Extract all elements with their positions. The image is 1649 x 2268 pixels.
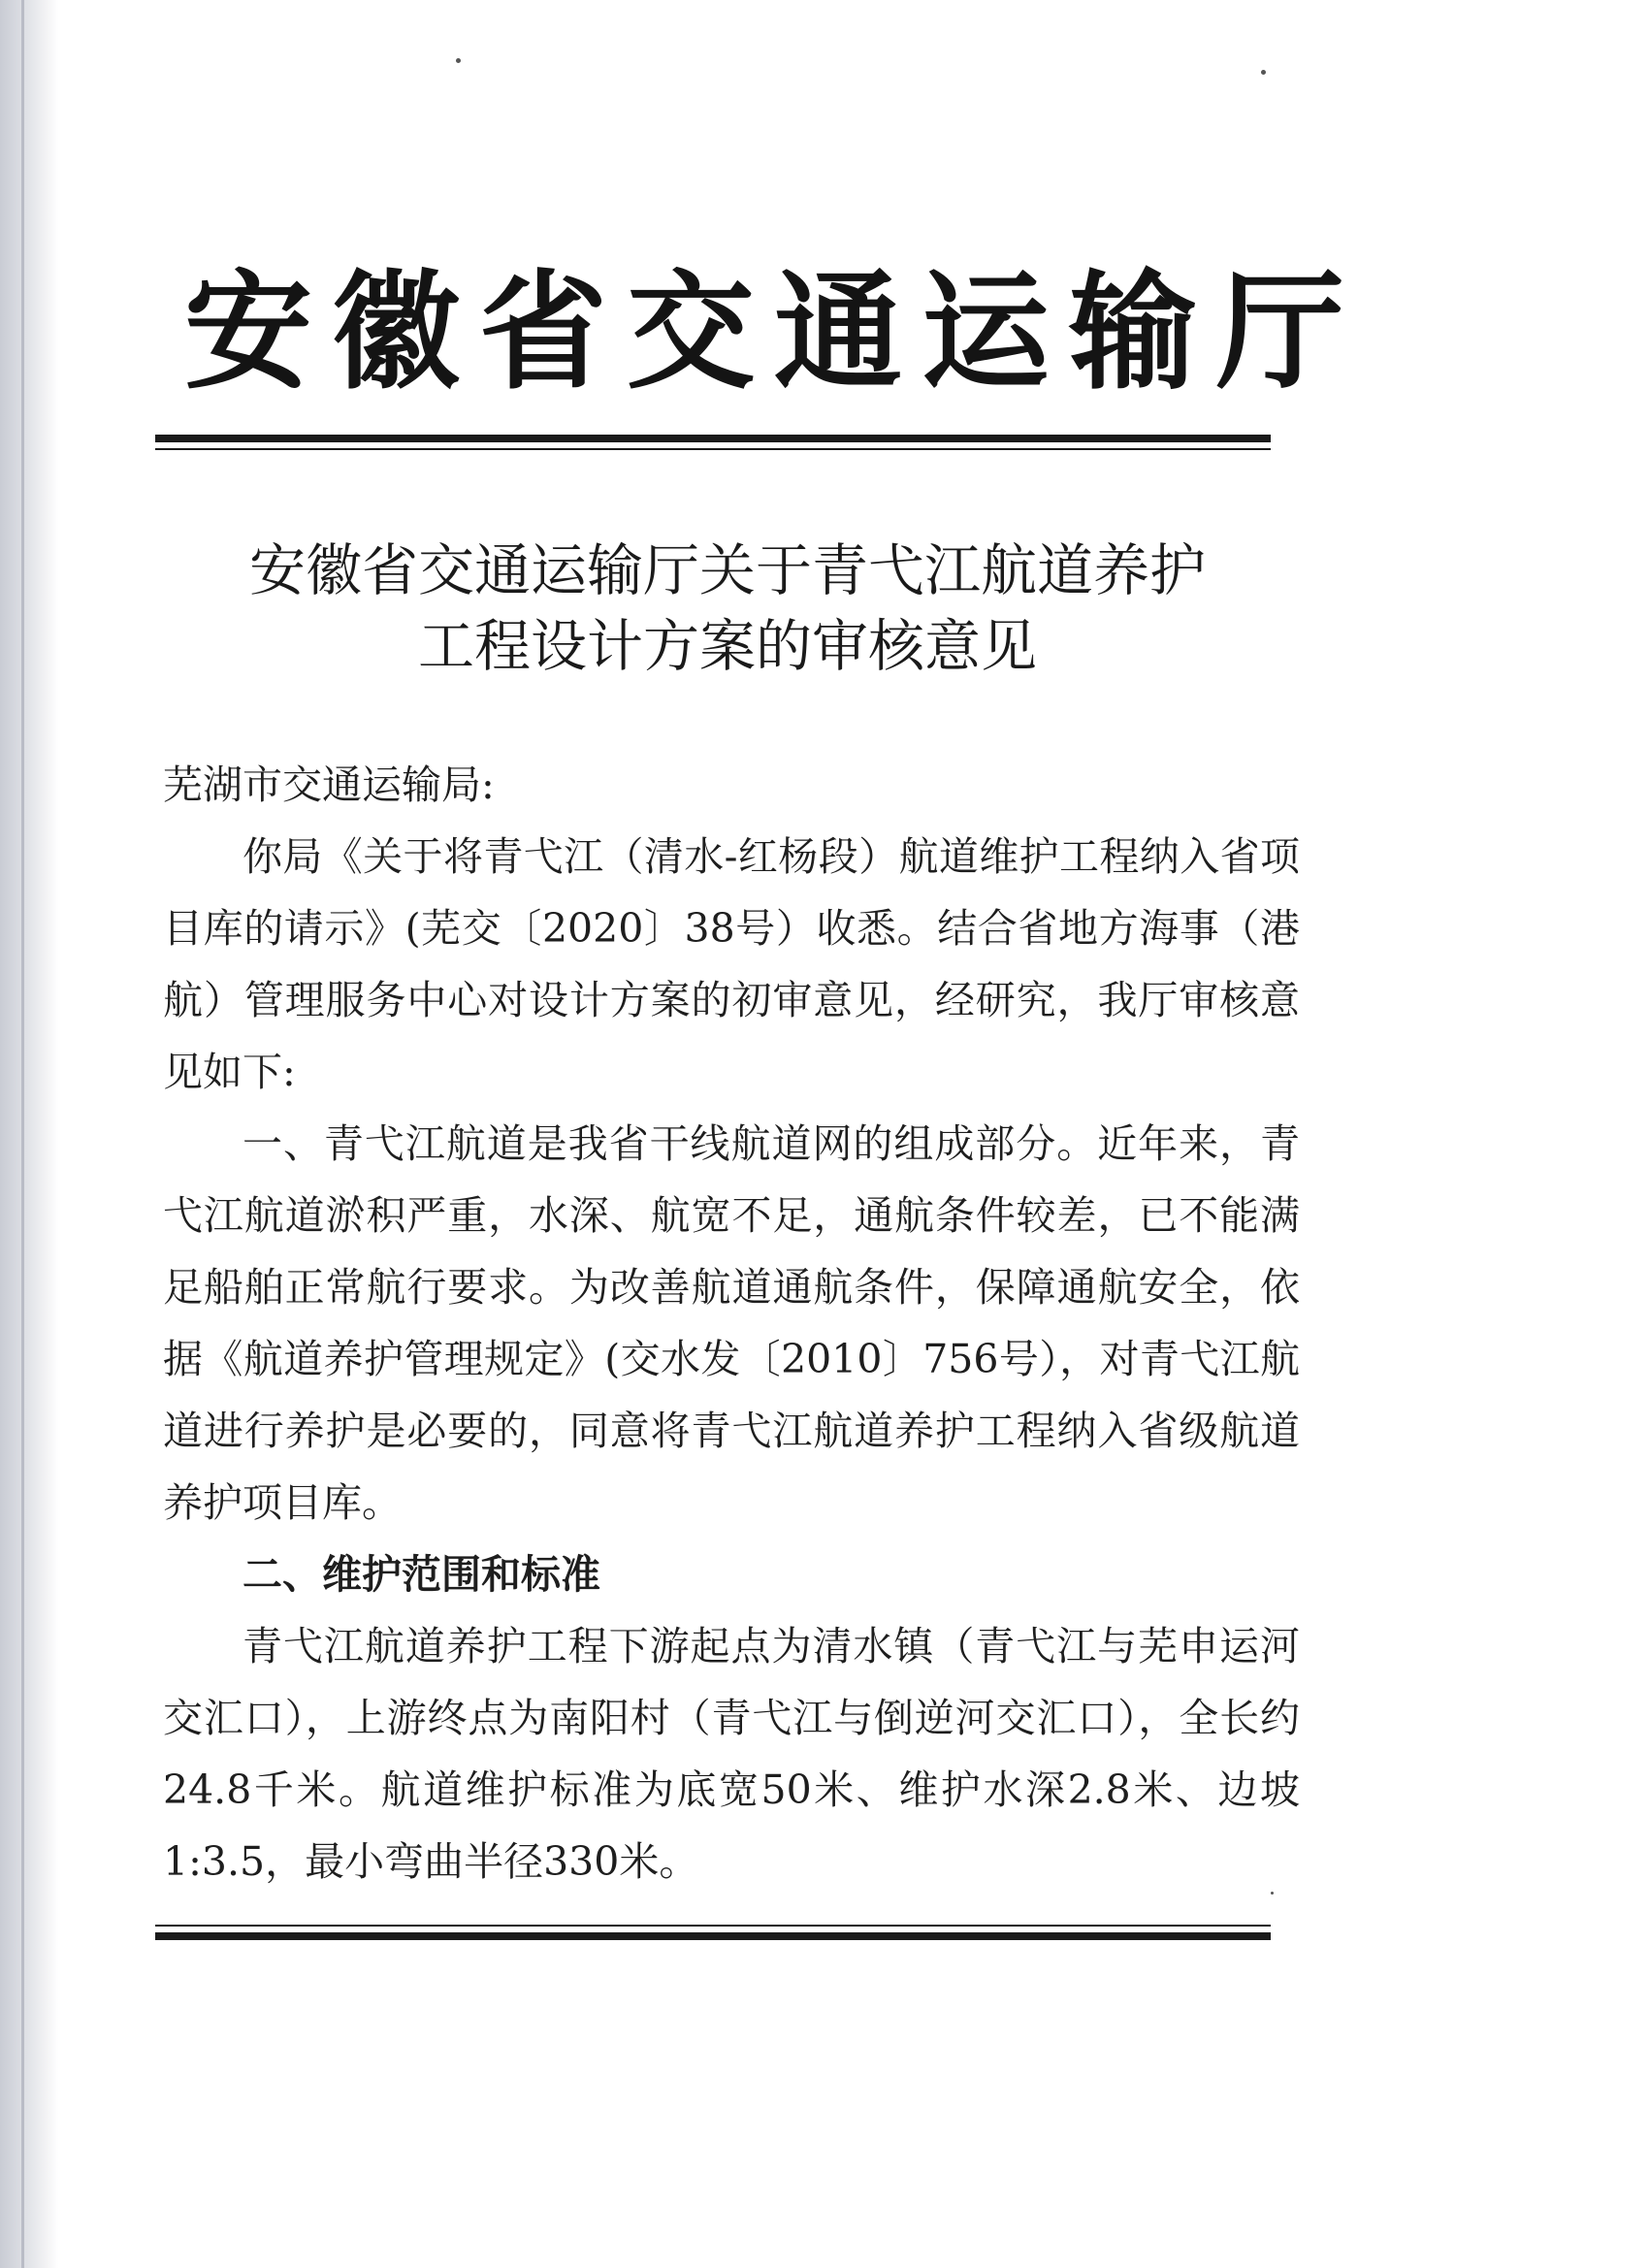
agency-masthead: 安徽省交通运输厅 bbox=[184, 257, 1364, 407]
footer-divider-thin bbox=[155, 1925, 1271, 1927]
masthead-divider-thin bbox=[155, 448, 1271, 450]
scan-shadow bbox=[0, 0, 58, 2268]
document-title-line-2: 工程设计方案的审核意见 bbox=[417, 613, 1037, 679]
scan-speck bbox=[456, 58, 461, 63]
paragraph-request-ack: 你局《关于将青弋江（清水-红杨段）航道维护工程纳入省项目库的请示》(芜交〔2020〕38号）收悉。结合省地方海事（港航）管理服务中心对设计方案的初审意见，经研究，我厅审核意见如下: bbox=[163, 833, 1300, 1095]
masthead-divider bbox=[155, 435, 1271, 442]
scan-edge bbox=[21, 0, 24, 2268]
section-heading-2: 二、维护范围和标准 bbox=[242, 1551, 600, 1598]
salutation: 芜湖市交通运输局: bbox=[163, 761, 495, 808]
paragraph-section-1: 一、青弋江航道是我省干线航道网的组成部分。近年来，青弋江航道淤积严重，水深、航宽不足，通航条件较差，已不能满足船舶正常航行要求。为改善航道通航条件，保障通航安全，依据《航道养护管理规定》(交水发〔2010〕756号），对青弋江航道进行养护是必要的，同意将青弋江航道养护工程纳入省级航道养护项目库。 bbox=[163, 1120, 1300, 1526]
scan-speck bbox=[1261, 70, 1266, 75]
paragraph-section-2: 青弋江航道养护工程下游起点为清水镇（青弋江与芜申运河交汇口），上游终点为南阳村（青弋江与倒逆河交汇口），全长约24.8千米。航道维护标准为底宽50米、维护水深2.8米、边坡1:3.5，最小弯曲半径330米。 bbox=[163, 1623, 1300, 1885]
document-body bbox=[163, 749, 1300, 1897]
document-title-line-1: 安徽省交通运输厅关于青弋江航道养护 bbox=[248, 537, 1206, 603]
footer-divider bbox=[155, 1932, 1271, 1940]
